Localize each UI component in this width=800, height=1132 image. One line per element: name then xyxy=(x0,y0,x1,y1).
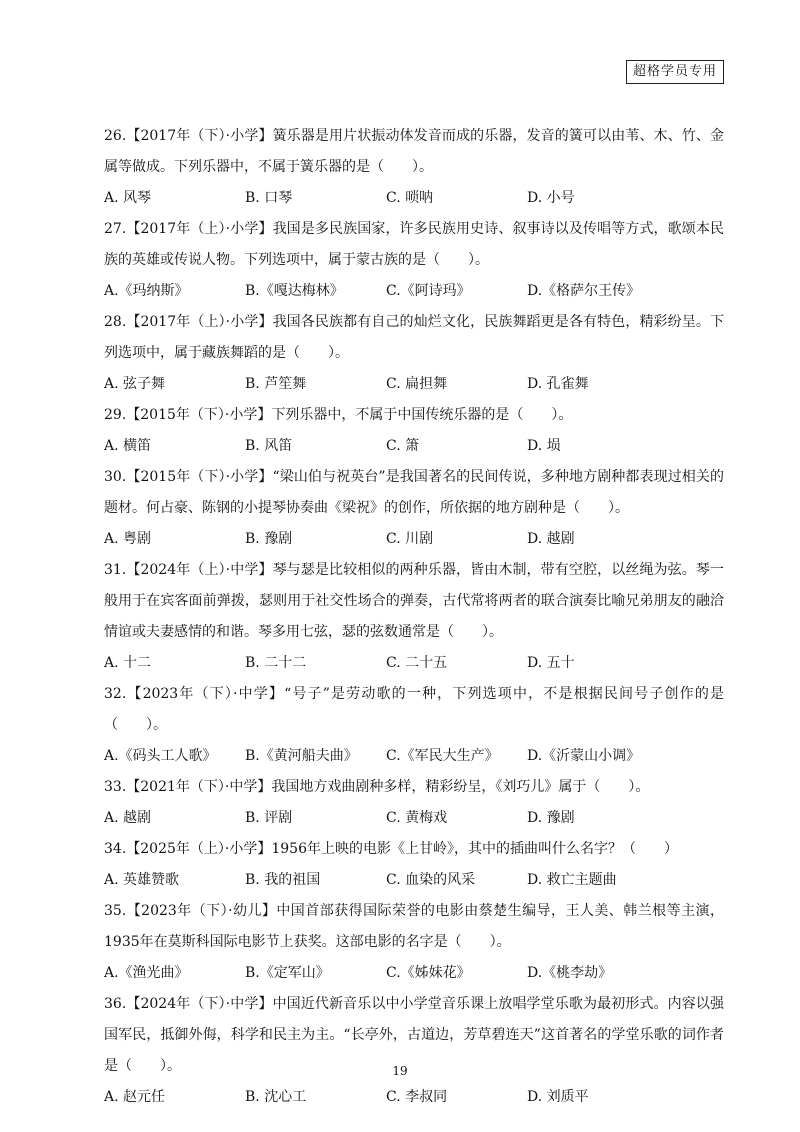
option-row xyxy=(104,524,724,555)
question-item xyxy=(104,400,724,462)
option-d: D.《沂蒙山小调》 xyxy=(527,748,641,764)
question-item xyxy=(104,834,724,896)
option-a: A.《码头工人歌》 xyxy=(104,748,217,764)
question-stem: 36.【2024年（下）·中学】中国近代新音乐以中小学堂音乐课上放唱学堂乐歌为最初形式。内容以强国军民，抵御外侮，科学和民主为主。“长亭外，古道边，芳草碧连天”这首著名的学堂乐歌的词作者是（ ）。 xyxy=(104,996,724,1074)
option-d: D. 小号 xyxy=(527,190,575,206)
option-a: A. 弦子舞 xyxy=(104,376,166,392)
question-stem: 28.【2017年（上）·小学】我国各民族都有自己的灿烂文化，民族舞蹈更是各有特色，精彩纷呈。下列选项中，属于藏族舞蹈的是（ ）。 xyxy=(104,314,724,361)
option-row xyxy=(104,803,724,834)
option-d: D. 埙 xyxy=(527,438,561,454)
option-d: D.《桃李劫》 xyxy=(527,965,613,981)
option-row xyxy=(104,369,724,400)
option-row xyxy=(104,865,724,896)
option-row xyxy=(104,431,724,462)
option-b: B.《定军山》 xyxy=(245,965,330,981)
option-c: C.《军民大生产》 xyxy=(386,748,499,764)
exclusive-badge: 超格学员专用 xyxy=(626,60,724,84)
option-c: C. 箫 xyxy=(386,438,420,454)
option-a: A. 风琴 xyxy=(104,190,152,206)
option-b: B. 口琴 xyxy=(245,190,293,206)
question-item xyxy=(104,896,724,989)
question-list xyxy=(104,121,724,1113)
option-row xyxy=(104,741,724,772)
question-stem: 35.【2023年（下）·幼儿】中国首部获得国际荣誉的电影由蔡楚生编导，王人美、韩兰根等主演，1935年在莫斯科国际电影节上获奖。这部电影的名字是（ ）。 xyxy=(104,903,724,950)
option-a: A. 越剧 xyxy=(104,810,152,826)
question-stem: 30.【2015年（下）·小学】“梁山伯与祝英台”是我国著名的民间传说，多种地方剧种都表现过相关的题材。何占豪、陈钢的小提琴协奏曲《梁祝》的创作，所依据的地方剧种是（ ）。 xyxy=(104,469,724,516)
option-c: C.《阿诗玛》 xyxy=(386,283,471,299)
option-b: B. 评剧 xyxy=(245,810,293,826)
option-c: C. 二十五 xyxy=(386,655,448,671)
option-a: A. 横笛 xyxy=(104,438,152,454)
option-b: B.《嘎达梅林》 xyxy=(245,283,344,299)
option-b: B. 豫剧 xyxy=(245,531,293,547)
option-a: A.《玛纳斯》 xyxy=(104,283,189,299)
option-d: D. 刘质平 xyxy=(527,1089,589,1105)
option-b: B. 沈心工 xyxy=(245,1089,307,1105)
question-stem: 32.【2023年（下）·中学】“号子”是劳动歌的一种，下列选项中，不是根据民间号子创作的是（ ）。 xyxy=(104,686,724,733)
question-item xyxy=(104,772,724,834)
question-stem: 34.【2025年（上）·小学】1956年上映的电影《上甘岭》，其中的插曲叫什么名字？（ ） xyxy=(104,841,678,857)
option-d: D. 孔雀舞 xyxy=(527,376,589,392)
option-c: C. 唢呐 xyxy=(386,190,434,206)
option-b: B. 我的祖国 xyxy=(245,872,321,888)
question-stem: 33.【2021年（下）·中学】我国地方戏曲剧种多样，精彩纷呈，《刘巧儿》属于（ ）。 xyxy=(104,779,650,795)
question-item xyxy=(104,989,724,1113)
question-stem: 29.【2015年（下）·小学】下列乐器中，不属于中国传统乐器的是（ ）。 xyxy=(104,407,573,423)
question-item xyxy=(104,214,724,307)
option-c: C. 李叔同 xyxy=(386,1089,448,1105)
option-a: A. 粤剧 xyxy=(104,531,152,547)
option-c: C. 黄梅戏 xyxy=(386,810,448,826)
option-c: C. 血染的风采 xyxy=(386,872,476,888)
question-item xyxy=(104,307,724,400)
option-c: C. 扁担舞 xyxy=(386,376,448,392)
option-row xyxy=(104,276,724,307)
option-b: B. 风笛 xyxy=(245,438,293,454)
option-c: C.《姊妹花》 xyxy=(386,965,471,981)
option-d: D. 豫剧 xyxy=(527,810,575,826)
option-b: B. 芦笙舞 xyxy=(245,376,307,392)
question-stem: 26.【2017年（下）·小学】簧乐器是用片状振动体发音而成的乐器，发音的簧可以由苇、木、竹、金属等做成。下列乐器中，不属于簧乐器的是（ ）。 xyxy=(104,128,724,175)
question-item xyxy=(104,462,724,555)
question-item xyxy=(104,555,724,679)
option-b: B. 二十二 xyxy=(245,655,307,671)
option-row xyxy=(104,183,724,214)
option-d: D. 五十 xyxy=(527,655,575,671)
option-a: A.《渔光曲》 xyxy=(104,965,189,981)
option-b: B.《黄河船夫曲》 xyxy=(245,748,358,764)
option-a: A. 十二 xyxy=(104,655,152,671)
option-d: D.《格萨尔王传》 xyxy=(527,283,641,299)
option-row xyxy=(104,648,724,679)
option-c: C. 川剧 xyxy=(386,531,434,547)
option-row xyxy=(104,1082,724,1113)
question-stem: 27.【2017年（上）·小学】我国是多民族国家，许多民族用史诗、叙事诗以及传唱等方式，歌颂本民族的英雄或传说人物。下列选项中，属于蒙古族的是（ ）。 xyxy=(104,221,724,268)
option-row xyxy=(104,958,724,989)
option-a: A. 赵元任 xyxy=(104,1089,166,1105)
question-item xyxy=(104,679,724,772)
page-number: 19 xyxy=(392,1064,408,1078)
question-stem: 31.【2024年（上）·中学】琴与瑟是比较相似的两种乐器，皆由木制，带有空腔，以丝绳为弦。琴一般用于在宾客面前弹拨，瑟则用于社交性场合的弹奏，古代常将两者的联合演奏比喻兄弟朋友的融洽情谊或夫妻感情的和谐。琴多用七弦，瑟的弦数通常是（ ）。 xyxy=(104,562,724,640)
option-d: D. 救亡主题曲 xyxy=(527,872,617,888)
question-item xyxy=(104,121,724,214)
option-d: D. 越剧 xyxy=(527,531,575,547)
option-a: A. 英雄赞歌 xyxy=(104,872,180,888)
